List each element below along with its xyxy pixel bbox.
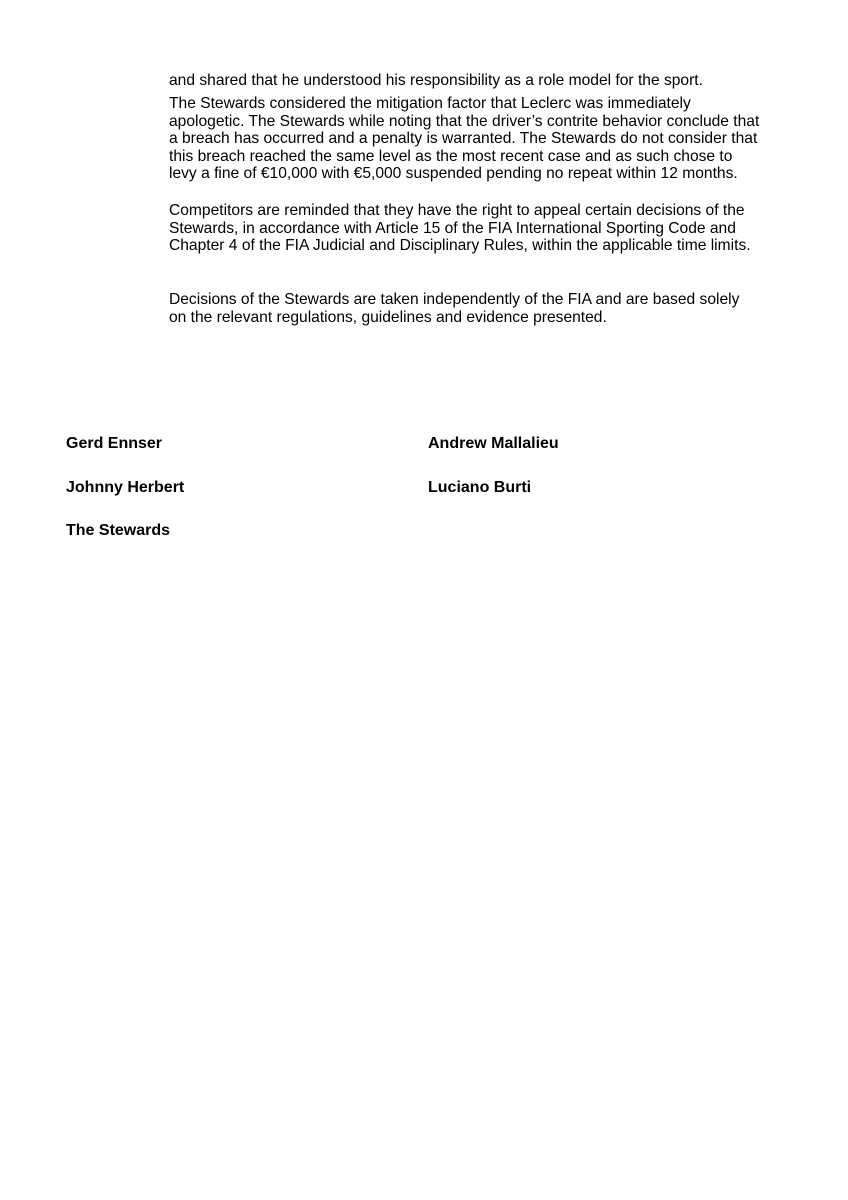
steward-name-johnny-herbert: Johnny Herbert <box>66 479 185 496</box>
paragraph-responsibility <box>169 72 789 90</box>
text-line: Competitors are reminded that they have the right to appeal certain decisions of the <box>169 202 745 219</box>
signature-footer-label: The Stewards <box>66 522 171 539</box>
text-line: Decisions of the Stewards are taken independently of the FIA and are based solely <box>169 291 740 308</box>
text-line: Chapter 4 of the FIA Judicial and Disciplinary Rules, within the applicable time limits. <box>169 237 751 255</box>
text-line: apologetic. The Stewards while noting that the driver’s contrite behavior conclude that <box>169 112 760 130</box>
paragraph-appeal-notice <box>169 202 789 255</box>
text-line: The Stewards considered the mitigation factor that Leclerc was immediately <box>169 95 691 112</box>
paragraph-decision <box>169 95 789 183</box>
text-line: on the relevant regulations, guidelines and evidence presented. <box>169 308 607 326</box>
text-line: a breach has occurred and a penalty is warranted. The Stewards do not consider that <box>169 130 758 148</box>
text-line: Stewards, in accordance with Article 15 of the FIA International Sporting Code and <box>169 219 736 237</box>
steward-name-gerd-ennser: Gerd Ennser <box>66 435 163 452</box>
steward-name-andrew-mallalieu: Andrew Mallalieu <box>428 435 559 452</box>
text-line: levy a fine of €10,000 with €5,000 suspended pending no repeat within 12 months. <box>169 165 738 183</box>
text-line: and shared that he understood his responsibility as a role model for the sport. <box>169 72 703 89</box>
text-line: this breach reached the same level as the most recent case and as such chose to <box>169 147 733 165</box>
steward-name-luciano-burti: Luciano Burti <box>428 479 532 496</box>
paragraph-independence-notice <box>169 291 789 326</box>
